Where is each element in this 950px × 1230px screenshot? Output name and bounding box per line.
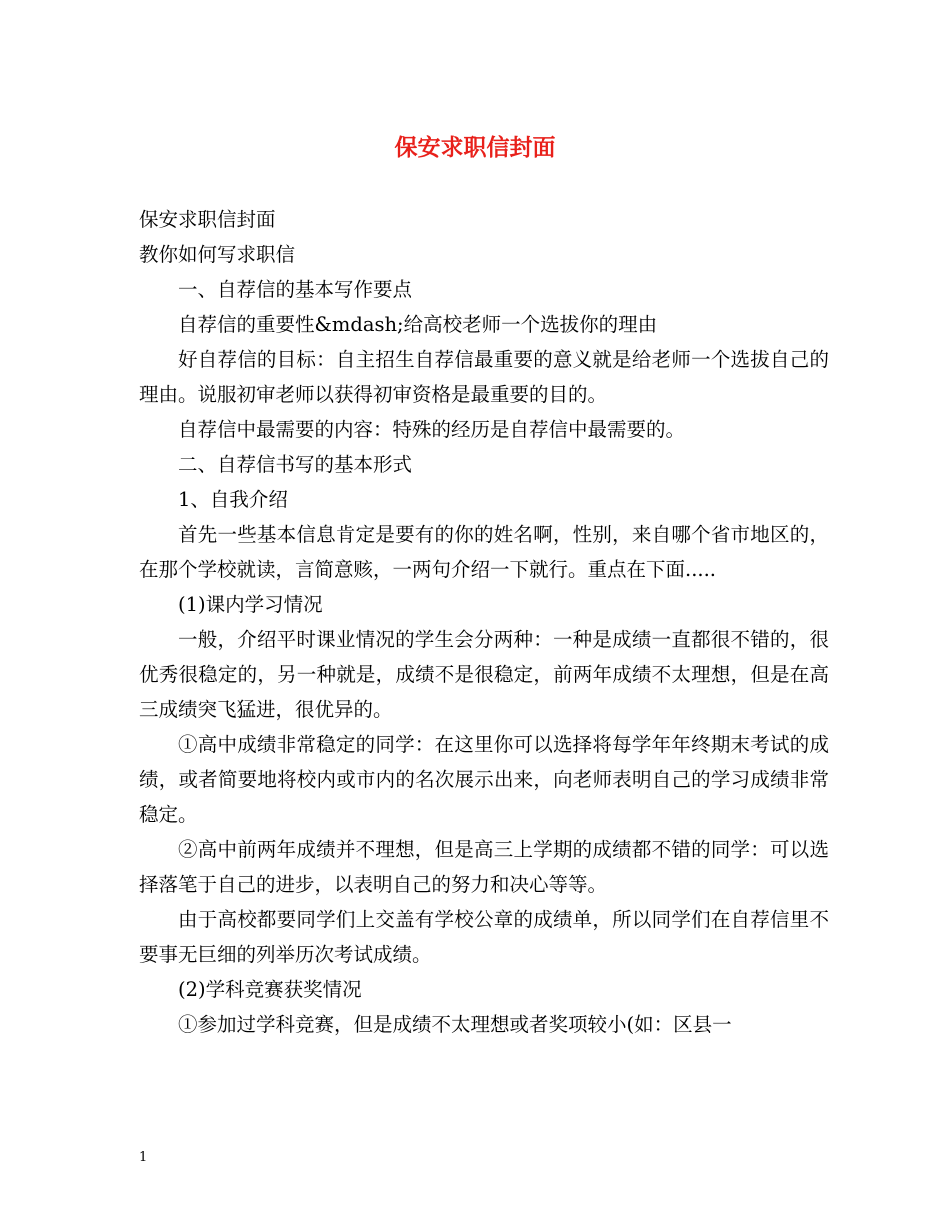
paragraph: 好自荐信的目标：自主招生自荐信最重要的意义就是给老师一个选拔自己的理由。说服初审老师以获得初审资格是最重要的目的。 bbox=[139, 348, 829, 406]
page-number: 1 bbox=[139, 1150, 148, 1165]
paragraph: 保安求职信封面 bbox=[139, 208, 276, 231]
subsection-heading: 1、自我介绍 bbox=[178, 488, 288, 511]
paragraph: 首先一些基本信息肯定是要有的你的姓名啊，性别，来自哪个省市地区的，在那个学校就读，言简意赅，一两句介绍一下就行。重点在下面..... bbox=[139, 523, 829, 581]
section-heading: 一、自荐信的基本写作要点 bbox=[178, 278, 413, 301]
document-title: 保安求职信封面 bbox=[394, 134, 556, 161]
subsection-heading: (2)学科竞赛获奖情况 bbox=[178, 978, 362, 1001]
subsection-heading: (1)课内学习情况 bbox=[178, 593, 323, 616]
document-body bbox=[139, 202, 829, 1042]
paragraph: 自荐信的重要性&mdash;给高校老师一个选拔你的理由 bbox=[178, 313, 658, 336]
paragraph: 教你如何写求职信 bbox=[139, 243, 296, 266]
paragraph: ②高中前两年成绩并不理想，但是高三上学期的成绩都不错的同学：可以选择落笔于自己的进步，以表明自己的努力和决心等等。 bbox=[139, 838, 829, 896]
section-heading: 二、自荐信书写的基本形式 bbox=[178, 453, 413, 476]
paragraph: 自荐信中最需要的内容：特殊的经历是自荐信中最需要的。 bbox=[178, 418, 686, 441]
paragraph: 由于高校都要同学们上交盖有学校公章的成绩单，所以同学们在自荐信里不要事无巨细的列举历次考试成绩。 bbox=[139, 908, 829, 966]
paragraph: ①高中成绩非常稳定的同学：在这里你可以选择将每学年年终期末考试的成绩，或者简要地将校内或市内的名次展示出来，向老师表明自己的学习成绩非常稳定。 bbox=[139, 733, 829, 826]
paragraph: ①参加过学科竞赛，但是成绩不太理想或者奖项较小(如：区县一 bbox=[178, 1013, 732, 1036]
paragraph: 一般，介绍平时课业情况的学生会分两种：一种是成绩一直都很不错的，很优秀很稳定的，另一种就是，成绩不是很稳定，前两年成绩不太理想，但是在高三成绩突飞猛进，很优异的。 bbox=[139, 628, 829, 721]
